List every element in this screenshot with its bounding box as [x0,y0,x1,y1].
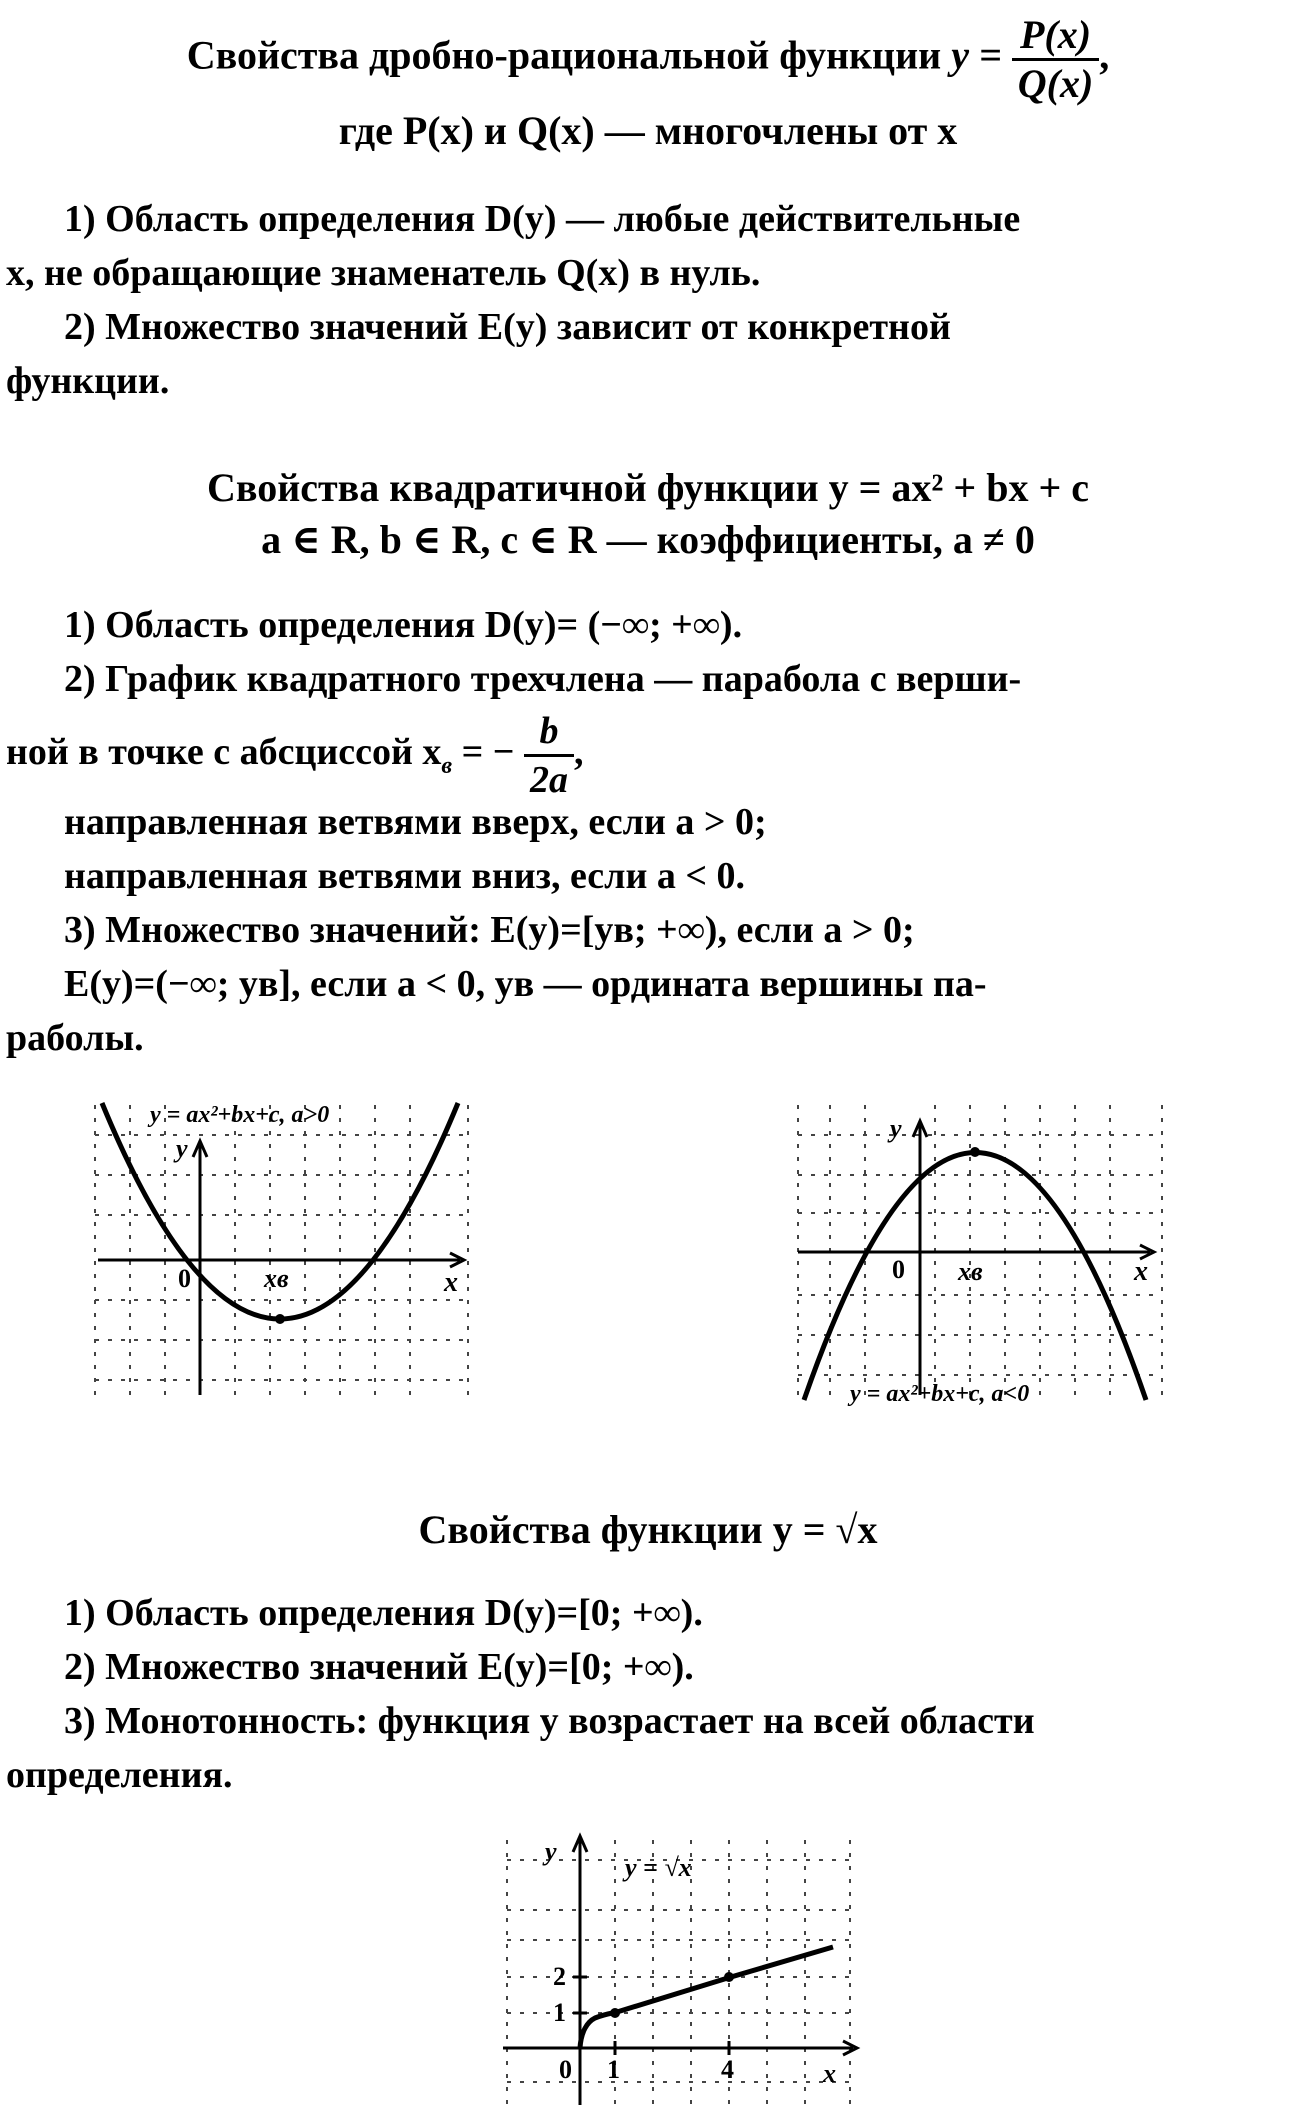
parabola-down-vertex-label: xв [958,1257,983,1286]
quadratic-vertex-eq: = − [452,731,515,774]
parabola-up-y-label: y [176,1134,188,1163]
parabola-down-label: y = ax²+bx+c, a<0 [850,1381,1030,1407]
quadratic-vertex-denominator: 2a [529,759,568,801]
sqrt-item1 [6,1586,1284,1802]
quadratic-item2-line4: направленная ветвями вниз, если a < 0. [64,855,746,897]
sqrt-tick-y2: 2 [553,1962,566,1991]
quadratic-item2-text1: 2) График квадратного трехчлена — парабола с верши- [64,658,1022,700]
parabola-up-x-label: x [444,1267,458,1298]
quadratic-item1-text: 1) Область определения D(y)= (−∞; +∞). [64,604,743,646]
quadratic-item2-line2 [6,708,1284,803]
quadratic-item3-text1: 3) Множество значений: E(y)=[yв; +∞), если a > 0; [64,909,915,951]
parabola-down-x-label: x [1134,1256,1148,1287]
rational-heading [0,12,1296,107]
quadratic-item3-text3: раболы. [6,1017,144,1059]
parabola-up-origin: 0 [178,1264,191,1293]
parabola-down-y-label: y [890,1114,902,1143]
quadratic-item3 [6,903,1284,1065]
rational-title-fraction [1012,12,1100,107]
parabola-down-origin: 0 [892,1255,905,1284]
quadratic-vertex-comma: , [573,731,584,774]
sqrt-y-label: y [545,1837,557,1866]
sqrt-item3-text2: определения. [6,1754,233,1796]
quadratic-item3-text2: E(y)=(−∞; yв], если a < 0, yв — ордината вершины па- [64,963,987,1005]
parabola-down-graph [790,1095,1170,1410]
rational-item1 [6,192,1284,300]
sqrt-point-1 [610,2008,620,2018]
sqrt-item2-text: 2) Множество значений E(y)=[0; +∞). [64,1646,694,1688]
sqrt-origin: 0 [559,2055,572,2084]
quadratic-vertex-text: ной в точке с абсциссой x [6,731,442,774]
sqrt-label: y = √x [625,1853,692,1882]
rational-title-denominator: Q(x) [1017,61,1094,106]
quadratic-heading-line1: Свойства квадратичной функции y = ax² + bx + c [207,465,1089,510]
sqrt-item1-text: 1) Область определения D(y)=[0; +∞). [64,1592,703,1634]
sqrt-point-4 [724,1972,734,1982]
rational-title-numerator: P(x) [1012,12,1100,61]
quadratic-vertex-fraction [524,708,574,803]
rational-item2-line2: функции. [6,360,170,402]
parabola-up-label: y = ax²+bx+c, a>0 [150,1102,330,1128]
rational-title-comma: , [1099,32,1110,78]
quadratic-item2-line1 [6,652,1284,706]
rational-subtitle: где P(x) и Q(x) — многочлены от x [338,108,958,153]
rational-title-prefix: Свойства дробно-рациональной функции [186,32,942,78]
rational-item1-line2: x, не обращающие знаменатель Q(x) в нуль. [6,252,761,294]
rational-item2-line1: 2) Множество значений E(y) зависит от конкретной [64,306,951,348]
sqrt-tick-x4: 4 [721,2055,734,2084]
sqrt-tick-y1: 1 [553,1998,566,2027]
quadratic-vertex-sub: в [441,752,453,779]
rational-item2 [6,300,1284,408]
quadratic-heading-line2: a ∈ R, b ∈ R, c ∈ R — коэффициенты, a ≠ 0 [261,517,1035,562]
rational-item1-line1: 1) Область определения D(y) — любые действительные [64,198,1021,240]
parabola-up-graph [90,1095,475,1410]
sqrt-graph [495,1820,870,2110]
parabola-down-vertex-point [970,1147,980,1157]
sqrt-item3-text1: 3) Монотонность: функция y возрастает на всей области [64,1700,1035,1742]
parabola-up-grid [95,1105,468,1400]
quadratic-item1 [6,598,1284,652]
quadratic-vertex-numerator: b [524,708,574,757]
quadratic-item2-line3: направленная ветвями вверх, если a > 0; [64,801,767,843]
sqrt-heading: Свойства функции y = √x [418,1507,878,1552]
sqrt-x-label: x [823,2059,836,2088]
rational-title-lhs: y = [951,32,1002,78]
parabola-up-vertex-label: xв [264,1264,289,1293]
sqrt-tick-x1: 1 [607,2055,620,2084]
parabola-up-vertex-point [275,1314,285,1324]
sqrt-curve [580,1947,833,2048]
